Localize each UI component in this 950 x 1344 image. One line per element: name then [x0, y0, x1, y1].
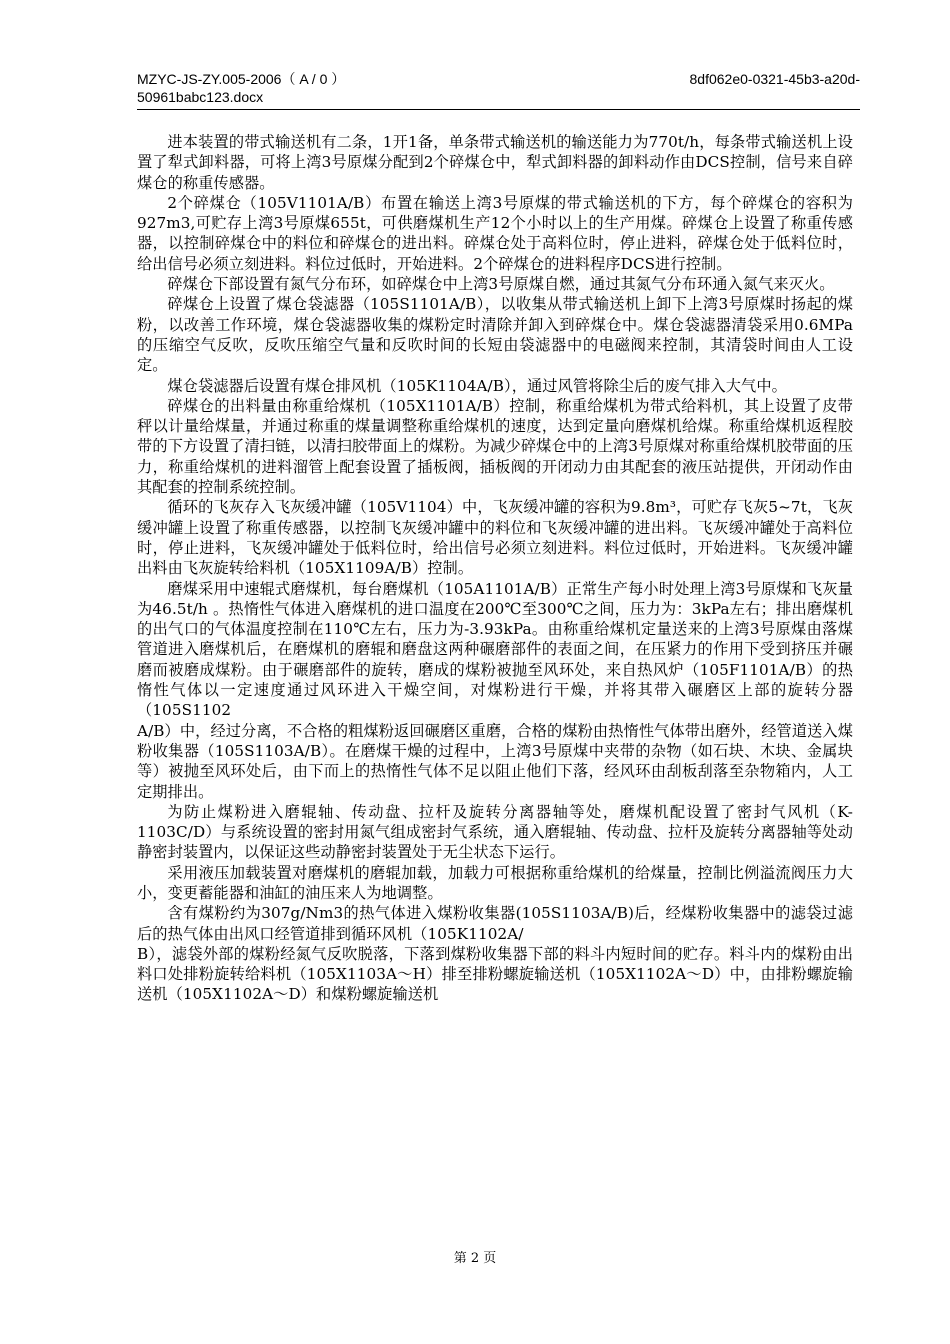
paragraph-1: 进本装置的带式输送机有二条，1开1备，单条带式输送机的输送能力为770t/h，每条带式输送机上设置了犁式卸料器，可将上湾3号原煤分配到2个碎煤仓中，犁式卸料器的卸料动作由DCS控制，信号来自碎煤仓的称重传感器。: [137, 133, 853, 192]
paragraph-7: 循环的飞灰存入飞灰缓冲罐（105V1104）中，飞灰缓冲罐的容积为9.8m³，可贮存飞灰5~7t，飞灰缓冲罐上设置了称重传感器，以控制飞灰缓冲罐中的料位和飞灰缓冲罐的进出料。飞灰缓冲罐处于高料位时，停止进料，飞灰缓冲罐处于低料位时，给出信号必须立刻进料。料位过低时，开始进料。飞灰缓冲罐出料由飞灰旋转给料机（105X1109A/B）控制。: [137, 498, 853, 578]
document-guid: 8df062e0-0321-45b3-a20d-: [689, 71, 860, 87]
paragraph-2: 2个碎煤仓（105V1101A/B）布置在输送上湾3号原煤的带式输送机的下方，每个碎煤仓的容积为927m3,可贮存上湾3号原煤655t，可供磨煤机生产12个小时以上的生产用煤。碎煤仓上设置了称重传感器，以控制碎煤仓中的料位和碎煤仓的进出料。碎煤仓处于高料位时，停止进料，碎煤仓处于低料位时，给出信号必须立刻进料。料位过低时，开始进料。2个碎煤仓的进料程序DCS进行控制。: [137, 193, 853, 273]
paragraph-8: 磨煤采用中速辊式磨煤机，每台磨煤机（105A1101A/B）正常生产每小时处理上湾3号原煤和飞灰量为46.5t/h 。热惰性气体进入磨煤机的进口温度在200℃至300℃之间，压力为：3kPa左右；排出磨煤机的出气口的气体温度控制在110℃左右，压力为-3.93kPa。由称重给煤机定量送来的上湾3号原煤由落煤管道进入磨煤机后，在磨煤机的磨辊和磨盘这两种碾磨部件的表面之间，在压紧力的作用下受到挤压并碾磨而被磨成煤粉。由于碾磨部件的旋转，磨成的煤粉被抛至风环处，来自热风炉（105F1101A/B）的热惰性气体以一定速度通过风环进入干燥空间，对煤粉进行干燥，并将其带入碾磨区上部的旋转分器（105S1102: [137, 579, 853, 720]
paragraph-10: 采用液压加载装置对磨煤机的磨辊加载，加载力可根据称重给煤机的给煤量，控制比例溢流阀压力大小，变更蓄能器和油缸的油压来人为地调整。: [137, 863, 853, 902]
document-code: MZYC-JS-ZY.005-2006（ A / 0 ）: [137, 71, 346, 87]
document-body: [137, 132, 853, 1005]
paragraph-3: 碎煤仓下部设置有氮气分布环，如碎煤仓中上湾3号原煤自燃，通过其氮气分布环通入氮气来灭火。: [167, 275, 835, 294]
paragraph-11: 含有煤粉约为307g/Nm3的热气体进入煤粉收集器(105S1103A/B)后，经煤粉收集器中的滤袋过滤后的热气体由出风口经管道排到循环风机（105K1102A/: [137, 904, 853, 943]
paragraph-5: 煤仓袋滤器后设置有煤仓排风机（105K1104A/B），通过风管将除尘后的废气排入大气中。: [167, 376, 787, 395]
header-divider: [137, 109, 860, 110]
paragraph-6: 碎煤仓的出料量由称重给煤机（105X1101A/B）控制，称重给煤机为带式给料机，其上设置了皮带秤以计量给煤量，并通过称重的煤量调整称重给煤机的速度，达到定量向磨煤机给煤。称重给煤机返程胶带的下方设置了清扫链，以清扫胶带面上的煤粉。为减少碎煤仓中的上湾3号原煤对称重给煤机胶带面的压力，称重给煤机的进料溜管上配套设置了插板阀，插板阀的开闭动力由其配套的液压站提供，开闭动作由其配套的控制系统控制。: [137, 396, 853, 497]
page-number: 第 2 页: [453, 1251, 497, 1266]
paragraph-8-continued: A/B）中，经过分离，不合格的粗煤粉返回碾磨区重磨，合格的煤粉由热惰性气体带出磨外，经管道送入煤粉收集器（105S1103A/B）。在磨煤干燥的过程中，上湾3号原煤中夹带的杂物（如石块、木块、金属块等）被抛至风环处后，由下而上的热惰性气体不足以阻止他们下落，经风环由刮板刮落至杂物箱内，人工定期排出。: [137, 721, 853, 801]
page-header: [137, 70, 860, 110]
document-id: [137, 70, 437, 106]
paragraph-11-continued: B），滤袋外部的煤粉经氮气反吹脱落，下落到煤粉收集器下部的料斗内短时间的贮存。料斗内的煤粉由出料口处排粉旋转给料机（105X1103A～H）排至排粉螺旋输送机（105X1102A～D）中，由排粉螺旋输送机（105X1102A～D）和煤粉螺旋输送机: [137, 944, 853, 1004]
document-filename: 50961babc123.docx: [137, 89, 264, 105]
paragraph-4: 碎煤仓上设置了煤仓袋滤器（105S1101A/B），以收集从带式输送机上卸下上湾3号原煤时扬起的煤粉，以改善工作环境，煤仓袋滤器收集的煤粉定时清除并卸入到碎煤仓中。煤仓袋滤器清袋采用0.6MPa的压缩空气反吹，反吹压缩空气量和反吹时间的长短由袋滤器中的电磁阀来控制，其清袋时间由人工设定。: [137, 295, 853, 375]
paragraph-9: 为防止煤粉进入磨辊轴、传动盘、拉杆及旋转分离器轴等处，磨煤机配设置了密封气风机（K-1103C/D）与系统设置的密封用氮气组成密封气系统，通入磨辊轴、传动盘、拉杆及旋转分离器轴等处动静密封装置内，以保证这些动静密封装置处于无尘状态下运行。: [137, 802, 853, 862]
